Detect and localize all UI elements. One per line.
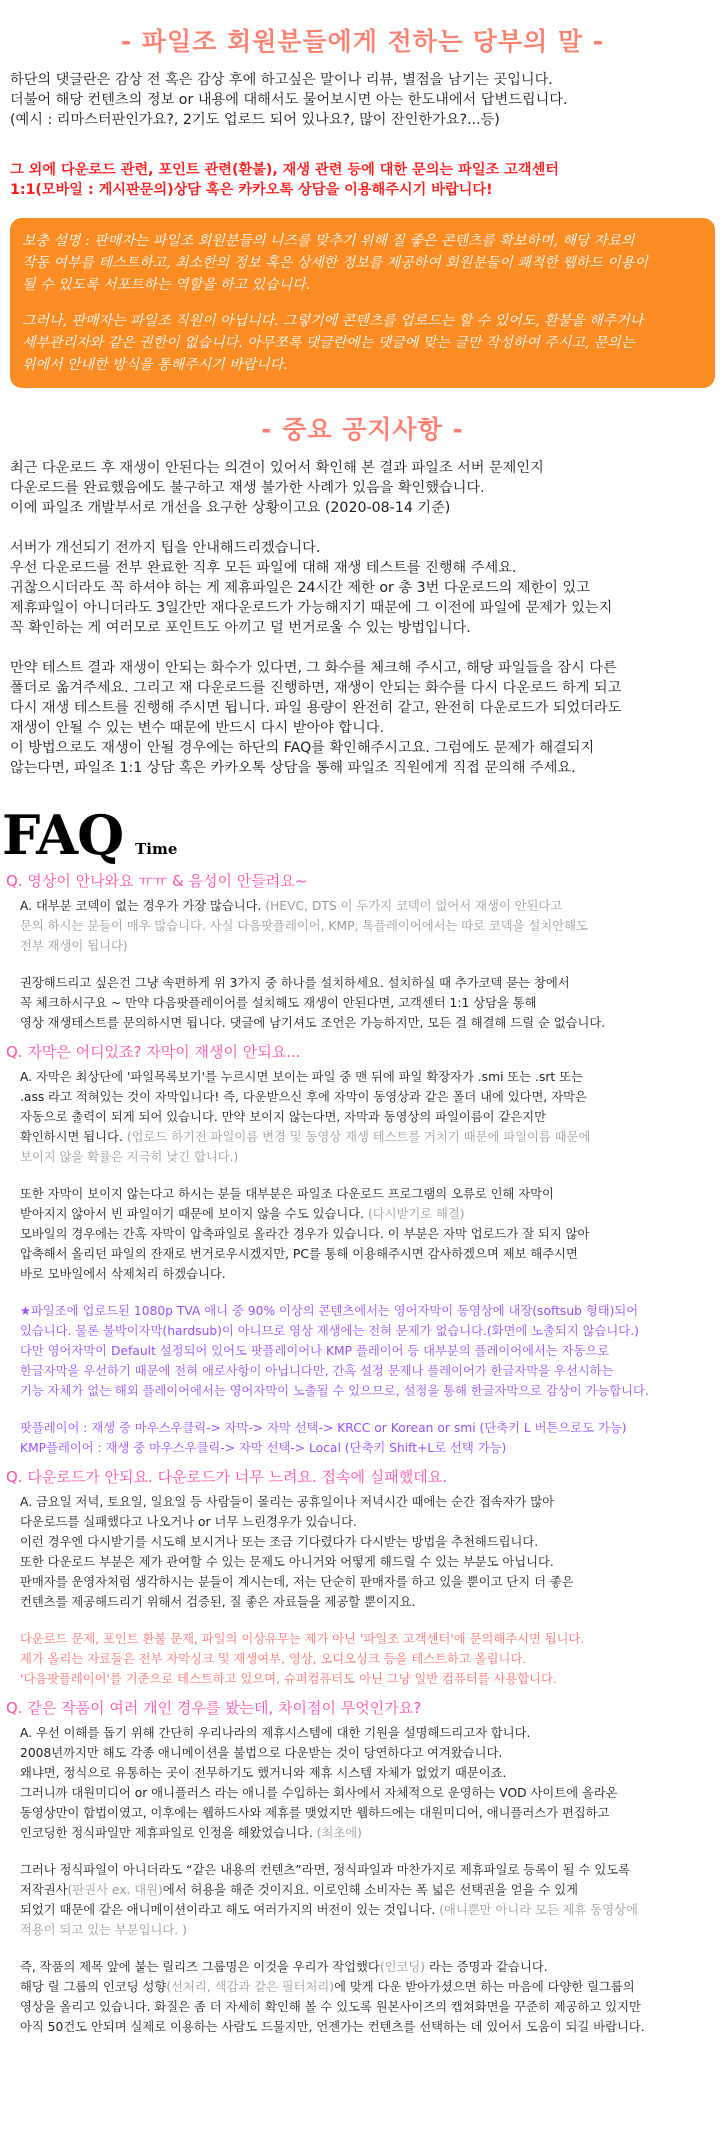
important-block [0, 458, 725, 778]
important-line: 제휴파일이 아니더라도 3일간만 재다운로드가 가능해지기 때문에 그 이전에 파일에 문제가 있는지 [10, 600, 613, 616]
faq-answer [0, 1492, 725, 1689]
answer-text: 판매자를 운영자처럼 생각하시는 분들이 계시는데, 저는 단순히 판매자를 하고 있을 뿐이고 단지 더 좋은 [20, 1575, 574, 1589]
notice-box [10, 218, 715, 388]
important-line: 서버가 개선되기 전까지 팁을 안내해드리겠습니다. [10, 540, 321, 556]
answer-text: 에서 허용을 해준 것이지요. 이로인해 소비자는 폭 넓은 선택권을 얻을 수 있게 [162, 1883, 579, 1897]
answer-note: 문의 하시는 분들이 매우 많습니다. 사실 다음팟플레이어, KMP, 톡플레이어에서는 따로 코덱을 설치안해도 [20, 919, 588, 933]
faq-answer [0, 896, 725, 1033]
important-line: 이 방법으로도 재생이 안될 경우에는 하단의 FAQ를 확인해주시고요. 그럼에도 문제가 해결되지 [10, 740, 595, 756]
intro-line: 더불어 해당 컨텐츠의 정보 or 내용에 대해서도 물어보시면 아는 한도내에서 답변드립니다. [10, 92, 568, 108]
answer-text: 그러나 정식파일이 아니더라도 “같은 내용의 컨텐츠”라면, 정식파일과 마찬가지로 제휴파일로 등록이 될 수 있도록 [20, 1863, 630, 1877]
answer-highlight: 한글자막을 우선하기 때문에 전혀 애로사항이 아닙니다만, 간혹 설정 문제나 플레이어가 한글자막을 우선시하는 [20, 1364, 614, 1378]
important-line: 다운로드를 완료했음에도 불구하고 재생 불가한 사례가 있음을 확인했습니다. [10, 480, 485, 496]
answer-note: (선처리, 색감과 같은 필터처리) [166, 1980, 335, 1994]
faq-question: Q. 자막은 어디있죠? 자막이 재생이 안되요... [6, 1043, 301, 1061]
answer-text: 해당 릴 그룹의 인코딩 성향 [20, 1980, 167, 1994]
faq-answer [0, 1067, 725, 1458]
answer-highlight: 다만 영어자막이 Default 설정되어 있어도 팟플레이어나 KMP 플레이어 등 대부분의 플레이어에서는 자동으로 [20, 1344, 610, 1358]
notice-line: 위에서 안내한 방식을 통해주시기 바랍니다. [22, 357, 288, 373]
answer-highlight: '다음팟플레이어'를 기준으로 테스트하고 있으며, 슈퍼컴퓨터도 아닌 그냥 일반 컴퓨터를 사용합니다. [20, 1672, 557, 1686]
answer-highlight: 다운로드 문제, 포인트 환불 문제, 파일의 이상유무는 제가 아닌 '파일조 고객센터'에 문의해주시면 됩니다. [20, 1632, 585, 1646]
answer-text: 인코딩한 정식파일만 제휴파일로 인정을 해왔었습니다. [20, 1826, 317, 1840]
answer-text: 권장해드리고 싶은건 그냥 속편하게 위 3가지 중 하나를 설치하세요. 설치하실 때 추가코덱 묻는 창에서 [20, 976, 570, 990]
faq-subtitle: Time [135, 840, 178, 858]
support-line: 1:1(모바일 : 게시판문의)상담 혹은 카카오톡 상담을 이용해주시기 바랍니다! [10, 182, 493, 198]
answer-text: 아직 50건도 안되며 실제로 이용하는 사람도 드물지만, 언젠가는 컨텐츠를 선택하는 데 있어서 도움이 되길 바랍니다. [20, 2020, 645, 2034]
answer-note: 전부 재생이 됩니다) [20, 939, 128, 953]
notice-line: 세부관리자와 같은 권한이 없습니다. 아무쪼록 댓글란에는 댓글에 맞는 글만 작성하여 주시고, 문의는 [22, 335, 635, 351]
answer-text: 왜냐면, 정식으로 유통하는 곳이 전무하기도 했거니와 제휴 시스템 자체가 없었기 때문이죠. [20, 1766, 507, 1780]
answer-highlight: 기능 자체가 없는 해외 플레이어에서는 영어자막이 노출될 수 있으므로, 설정을 통해 한글자막으로 감상이 가능합니다. [20, 1384, 649, 1398]
section-title-important: - 중요 공지사항 - [261, 415, 464, 444]
answer-text: A. 자막은 최상단에 '파일목록보기'를 누르시면 보이는 파일 중 맨 뒤에 파일 확장자가 .smi 또는 .srt 또는 [20, 1070, 583, 1084]
faq-question: Q. 다운로드가 안되요. 다운로드가 너무 느려요. 접속에 실패했데요. [6, 1468, 447, 1486]
intro-line: 하단의 댓글란은 감상 전 혹은 감상 후에 하고싶은 말이나 리뷰, 별점을 남기는 곳입니다. [10, 72, 553, 88]
answer-text: 라는 증명과 같습니다. [425, 1960, 548, 1974]
important-line: 우선 다운로드를 전부 완료한 직후 모든 파일에 대해 재생 테스트를 진행해 주세요. [10, 560, 517, 576]
answer-text: A. 우선 이해를 돕기 위해 간단히 우리나라의 제휴시스템에 대한 기원을 설명해드리고자 합니다. [20, 1726, 531, 1740]
answer-text: 바로 모바일에서 삭제처리 하겠습니다. [20, 1267, 226, 1281]
answer-text: A. 금요일 저녁, 토요일, 일요일 등 사람들이 몰리는 공휴일이나 저녁시간 때에는 순간 접속자가 많아 [20, 1495, 555, 1509]
faq-question: Q. 영상이 안나와요 ㅠㅠ & 음성이 안들려요~ [6, 872, 308, 890]
answer-note: (애니뿐만 아니라 모든 제휴 동영상에 [439, 1903, 638, 1917]
answer-text: 꼭 체크하시구요 ~ 만약 다음팟플레이어를 설치해도 재생이 안된다면, 고객센터 1:1 상담을 통해 [20, 996, 537, 1010]
answer-note: 보이지 않을 확률은 지극히 낮긴 합니다.) [20, 1150, 239, 1164]
notice-line: 작동 여부를 테스트하고, 최소한의 정보 혹은 상세한 정보를 제공하여 회원분들이 쾌적한 웹하드 이용이 [22, 255, 648, 271]
important-line: 최근 다운로드 후 재생이 안된다는 의견이 있어서 확인해 본 결과 파일조 서버 문제인지 [10, 460, 544, 476]
notice-line: 될 수 있도록 서포트하는 역할을 하고 있습니다. [22, 277, 311, 293]
answer-highlight: 팟플레이어 : 재생 중 마우스우클릭-> 자막-> 자막 선택-> KRCC or Korean or smi (단축키 L 버튼으로도 가능) [20, 1421, 627, 1435]
notice-line: 그러나, 판매자는 파일조 직원이 아닙니다. 그렇기에 콘텐츠를 업로드는 할 수 있어도, 환불을 해주거나 [22, 313, 644, 329]
answer-note: (판권사 ex. 대원) [67, 1883, 163, 1897]
answer-text: .ass 라고 적혀있는 것이 자막입니다! 즉, 다운받으신 후에 자막이 동영상과 같은 폴더 내에 있다면, 자막은 [20, 1090, 587, 1104]
answer-text: 영상을 올리고 있습니다. 화질은 좀 더 자세히 확인해 볼 수 있도록 원본사이즈의 캡쳐화면을 꾸준히 제공하고 있지만 [20, 2000, 641, 2014]
answer-note: (HEVC, DTS 이 두가지 코덱이 없어서 재생이 안된다고 [265, 899, 563, 913]
answer-text: A. 대부분 코덱이 없는 경우가 가장 많습니다. [20, 899, 266, 913]
answer-highlight: KMP플레이어 : 재생 중 마우스우클릭-> 자막 선택-> Local (단축키 Shift+L로 선택 가능) [20, 1441, 507, 1455]
answer-text: 저작권사 [20, 1883, 68, 1897]
answer-text: 압축해서 올리던 파일의 잔재로 번거로우시겠지만, PC를 통해 이용해주시면 감사하겠으며 제보 해주시면 [20, 1247, 578, 1261]
faq-title: FAQ [2, 803, 124, 867]
notice-line: 보충 설명 : 판매자는 파일조 회원분들의 니즈를 맞추기 위해 질 좋은 콘텐츠를 확보하며, 해당 자료의 [22, 233, 635, 249]
answer-note: 적용이 되고 있는 부분입니다. ) [20, 1923, 187, 1937]
answer-text: 에 맞게 다운 받아가셨으면 하는 마음에 다양한 릴그룹의 [334, 1980, 635, 1994]
answer-text: 모바일의 경우에는 간혹 자막이 압축파일로 올라간 경우가 있습니다. 이 부분은 자막 업로드가 잘 되지 않아 [20, 1227, 590, 1241]
support-line: 그 외에 다운로드 관련, 포인트 관련(환불), 재생 관련 등에 대한 문의는 파일조 고객센터 [10, 162, 559, 178]
important-line: 귀찮으시더라도 꼭 하셔야 하는 게 제휴파일은 24시간 제한 or 총 3번 다운로드의 제한이 있고 [10, 580, 590, 596]
important-line: 재생이 안될 수 있는 변수 때문에 반드시 다시 받아야 합니다. [10, 720, 385, 736]
important-line: 다시 재생 테스트를 진행해 주시면 됩니다. 파일 용량이 완전히 같고, 완전히 다운로드가 되었더라도 [10, 700, 622, 716]
answer-text: 이런 경우엔 다시받기를 시도해 보시거나 또는 조금 기다렸다가 다시받는 방법을 추천해드립니다. [20, 1535, 539, 1549]
important-line: 만약 테스트 결과 재생이 안되는 화수가 있다면, 그 화수를 체크해 주시고, 해당 파일들을 잠시 다른 [10, 660, 617, 676]
answer-text: 영상 재생테스트를 문의하시면 됩니다. 댓글에 남기셔도 조언은 가능하지만, 모든 걸 해결해 드릴 순 없습니다. [20, 1016, 606, 1030]
answer-note: (다시받기로 해결) [367, 1207, 465, 1221]
faq-question: Q. 같은 작품이 여러 개인 경우를 봤는데, 차이점이 무엇인가요? [6, 1699, 422, 1717]
important-line: 폴더로 옮겨주세요. 그리고 재 다운로드를 진행하면, 재생이 안되는 화수를 다시 다운로드 하게 되고 [10, 680, 622, 696]
answer-note: (업로드 하기전 파일이름 변경 및 동영상 재생 테스트를 거치기 때문에 파일이름 때문에 [126, 1130, 591, 1144]
intro-line: (예시 : 리마스터판인가요?, 2기도 업로드 되어 있나요?, 많이 잔인한가요?...등) [10, 112, 500, 128]
answer-text: 2008년까지만 해도 각종 애니메이션을 불법으로 다운받는 것이 당연하다고 여겨왔습니다. [20, 1746, 503, 1760]
important-line: 꼭 확인하는 게 여러모로 포인트도 아끼고 덜 번거로울 수 있는 방법입니다. [10, 620, 471, 636]
answer-note: (최초에) [316, 1826, 362, 1840]
intro-block [0, 70, 725, 200]
answer-highlight: 있습니다. 물론 불박이자막(hardsub)이 아니므로 영상 재생에는 전혀 문제가 없습니다.(화면에 노출되지 않습니다.) [20, 1324, 639, 1338]
answer-text: 컨텐츠를 제공해드리기 위해서 검증된, 질 좋은 자료들을 제공할 뿐이지요. [20, 1595, 416, 1609]
faq-answer [0, 1723, 725, 2037]
important-line: 않는다면, 파일조 1:1 상담 혹은 카카오톡 상담을 통해 파일조 직원에게 직접 문의해 주세요. [10, 760, 576, 776]
answer-text: 또한 자막이 보이지 않는다고 하시는 분들 대부분은 파일조 다운로드 프로그램의 오류로 인해 자막이 [20, 1187, 554, 1201]
answer-text: 동영상만이 합법이였고, 이후에는 웹하드사와 제휴를 맺었지만 웹하드에는 대원미디어, 애니플러스가 편집하고 [20, 1806, 610, 1820]
answer-text: 그러니까 대원미디어 or 애니플러스 라는 애니를 수입하는 회사에서 자체적으로 운영하는 VOD 사이트에 올라온 [20, 1786, 618, 1800]
important-line: 이에 파일조 개발부서로 개선을 요구한 상황이고요 (2020-08-14 기준) [10, 500, 451, 516]
answer-text: 되었기 때문에 같은 애니메이션이라고 해도 여러가지의 버전이 있는 것입니다. [20, 1903, 440, 1917]
answer-text: 자동으로 출력이 되게 되어 있습니다. 만약 보이지 않는다면, 자막과 동영상의 파일이름이 같은지만 [20, 1110, 546, 1124]
answer-highlight: 제가 올리는 자료들은 전부 자막싱크 및 재생여부, 영상, 오디오싱크 등을 테스트하고 올립니다. [20, 1652, 527, 1666]
answer-text: 확인하시면 됩니다. [20, 1130, 127, 1144]
answer-text: 다운로드를 실패했다고 나오거나 or 너무 느린경우가 있습니다. [20, 1515, 357, 1529]
answer-note: (인코딩) [379, 1960, 426, 1974]
answer-text: 즉, 작품의 제목 앞에 붙는 릴리즈 그룹명은 이것을 우리가 작업했다 [20, 1960, 380, 1974]
answer-text: 받아지지 않아서 빈 파일이기 때문에 보이지 않을 수도 있습니다. [20, 1207, 368, 1221]
section-title-notice: - 파일조 회원분들에게 전하는 당부의 말 - [120, 27, 605, 56]
answer-highlight: ★파일조에 업로드된 1080p TVA 애니 중 90% 이상의 콘텐츠에서는 영어자막이 동영상에 내장(softsub 형태)되어 [20, 1304, 639, 1318]
faq-heading [0, 778, 725, 867]
answer-text: 또한 다운로드 부분은 제가 관여할 수 있는 문제도 아니거와 어떻게 해드릴 수 있는 부분도 아닙니다. [20, 1555, 554, 1569]
